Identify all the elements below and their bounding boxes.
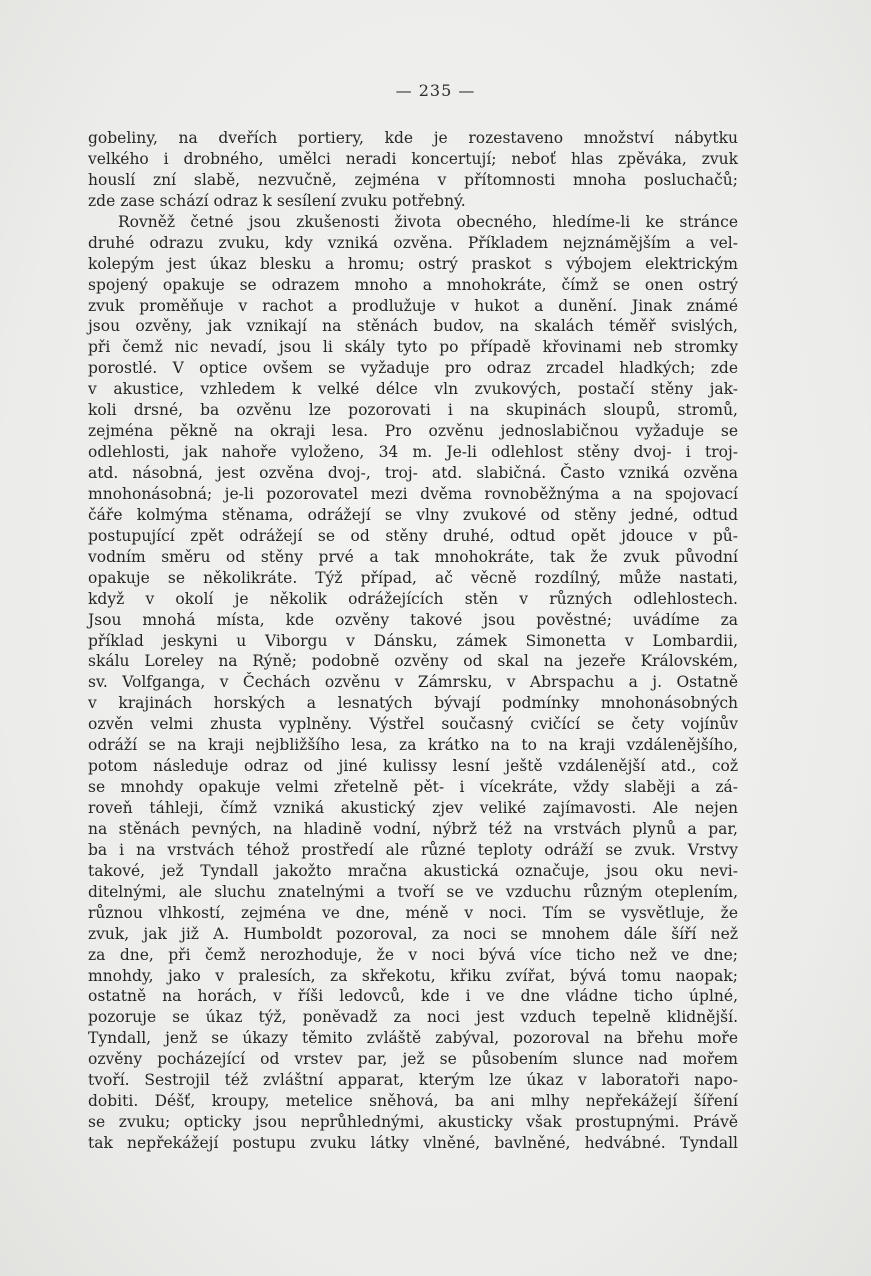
text-line: se mnohdy opakuje velmi zřetelně pět- i vícekráte, vždy slaběji a zá- [88,778,738,797]
text-line: pozoruje se úkaz týž, poněvadž za noci jest vzduch tepelně klidnější. [88,1008,738,1027]
text-line: gobeliny, na dveřích portiery, kde je rozestaveno množství nábytku [88,129,738,147]
text-line: ditelnými, ale sluchu znatelnými a tvoří se ve vzduchu různým oteplením, [88,882,738,901]
text-line: dobiti. Déšť, kroupy, metelice sněhová, ba ani mlhy nepřekážejí šíření [88,1092,738,1111]
text-line: jsou ozvěny, jak vznikají na stěnách budov, na skalách téměř svislých, [88,317,738,336]
text-line: ba i na vrstvách téhož prostředí ale různé teploty odráží se zvuk. Vrstvy [88,840,738,859]
text-line: houslí zní slabě, nezvučně, zejména v přítomnosti mnoha posluchačů; [88,170,738,189]
text-line: zejména pěkně na okraji lesa. Pro ozvěnu jednoslabičnou vyžaduje se [88,422,738,441]
text-line: v krajinách horských a lesnatých bývají podmínky mnohonásobných [88,694,738,713]
text-line: když v okolí je několik odrážejících stěn v různých odlehlostech. [88,589,738,608]
text-line: mnohdy, jako v pralesích, za skřekotu, křiku zvířat, bývá tomu naopak; [88,966,738,985]
text-line: na stěnách pevných, na hladině vodní, nýbrž též na vrstvách plynů a par, [88,819,738,838]
text-line: postupující zpět odrážejí se od stěny druhé, odtud opět jdouce v pů- [88,526,738,545]
text-line: příklad jeskyni u Viborgu v Dánsku, zámek Simonetta v Lombardii, [88,631,738,650]
text-line: Rovněž četné jsou zkušenosti života obecného, hledíme-li ke stránce [118,212,738,231]
text-line: odráží se na kraji nejbližšího lesa, za krátko na to na kraji vzdálenějšího, [88,736,738,755]
text-line: v akustice, vzhledem k velké délce vln zvukových, postačí stěny jak- [88,380,738,399]
text-line: mnohonásobná; je-li pozorovatel mezi dvěma rovnoběžnýma a na spojovací [88,484,738,503]
text-line: se zvuku; opticky jsou neprůhlednými, akusticky však prostupnými. Právě [88,1113,738,1132]
text-line: zvuk proměňuje v rachot a prodlužuje v hukot a dunění. Jinak známé [88,296,738,315]
text-line: kolepým jest úkaz blesku a hromu; ostrý praskot s výbojem elektrickým [88,254,738,273]
text-line: ostatně na horách, v říši ledovců, kde i ve dne vládne ticho úplné, [88,987,738,1006]
text-line: různou vlhkostí, zejména ve dne, méně v noci. Tím se vysvětluje, že [88,903,738,922]
text-line: ozvěny pocházející od vrstev par, jež se působením slunce nad mořem [88,1050,738,1069]
text-line: vodním směru od stěny prvé a tak mnohokráte, tak že zvuk původní [88,547,738,566]
text-line: roveň táhleji, čímž vzniká akustický zjev veliké zajímavosti. Ale nejen [88,799,738,817]
text-line: tvoří. Sestrojil též zvláštní apparat, kterým lze úkaz v laboratoři napo- [88,1071,738,1090]
text-line: Jsou mnohá místa, kde ozvěny takové jsou pověstné; uvádíme za [88,610,738,629]
text-line: takové, jež Tyndall jakožto mračna akustická označuje, jsou oku nevi- [88,861,738,880]
text-line: potom následuje odraz od jiné kulissy lesní ještě vzdálenější atd., což [88,757,738,776]
text-line: za dne, při čemž nerozhoduje, že v noci bývá více ticho než ve dne; [88,945,738,964]
text-line: opakuje se několikráte. Týž případ, ač věcně rozdílný, může nastati, [88,568,738,587]
page-number: — 235 — [395,81,476,100]
body-text [88,128,738,1154]
text-line: velkého i drobného, umělci neradi koncertují; neboť hlas zpěváka, zvuk [88,149,738,168]
text-line: Tyndall, jenž se úkazy těmito zvláště zabýval, pozoroval na břehu moře [88,1029,738,1048]
text-line: odlehlosti, jak nahoře vyloženo, 34 m. Je-li odlehlost stěny dvoj- i troj- [88,443,738,462]
text-line: atd. násobná, jest ozvěna dvoj-, troj- atd. slabičná. Často vzniká ozvěna [88,464,738,482]
text-line: spojený opakuje se odrazem mnoho a mnohokráte, čímž se onen ostrý [88,275,738,294]
text-line: při čemž nic nevadí, jsou li skály tyto po případě křovinami neb stromky [88,338,738,357]
text-line: ozvěn velmi zhusta vyplněny. Výstřel současný cvičící se čety vojínův [88,715,738,734]
text-line: sv. Volfganga, v Čechách ozvěnu v Zámrsku, v Abrspachu a j. Ostatně [88,673,738,692]
text-line: čáře kolmýma stěnama, odrážejí se vlny zvukové od stěny jedné, odtud [88,505,738,524]
text-line: zde zase schází odraz k sesílení zvuku potřebný. [88,191,466,210]
text-line: skálu Loreley na Rýně; podobně ozvěny od skal na jezeře Královském, [88,652,738,671]
text-line: porostlé. V optice ovšem se vyžaduje pro odraz zrcadel hladkých; zde [88,359,738,378]
text-line: tak nepřekážejí postupu zvuku látky vlněné, bavlněné, hedvábné. Tyndall [88,1134,738,1152]
text-line: druhé odrazu zvuku, kdy vzniká ozvěna. Příkladem nejznámějším a vel- [88,233,738,252]
text-line: koli drsné, ba ozvěnu lze pozorovati i na skupinách sloupů, stromů, [88,401,738,420]
text-line: zvuk, jak již A. Humboldt pozoroval, za noci se mnohem dále šíří než [88,924,738,943]
